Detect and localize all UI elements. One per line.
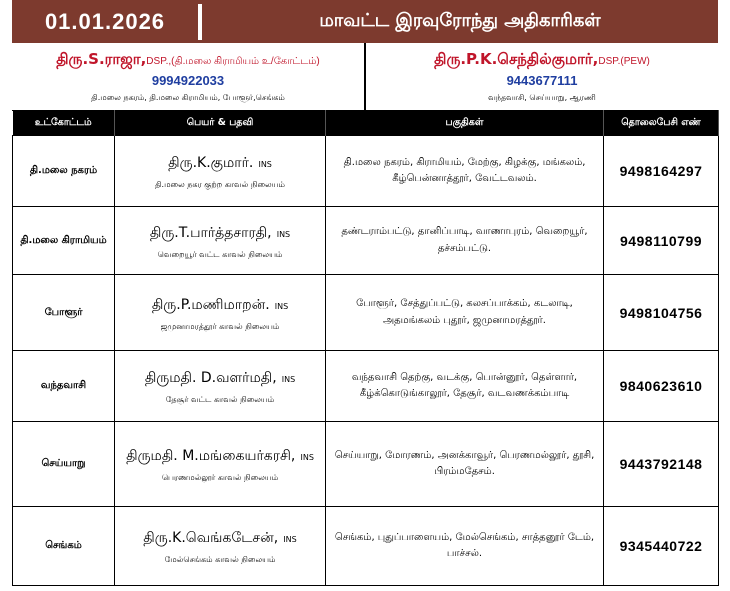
district-officers — [12, 43, 718, 111]
date-label: 01.01.2026 — [44, 8, 166, 34]
inspector-cell — [115, 207, 326, 275]
areas-cell: போளூர், சேத்துப்பட்டு, கலசப்பாக்கம், கடலாடி, அதமங்கலம் புதூர், ஜமுனாமரத்தூர். — [326, 275, 604, 351]
subdivision-cell: செங்கம் — [13, 507, 115, 586]
inspector-station: தேசூர் வட்ட காவல் நிலையம் — [165, 395, 275, 404]
inspector-station: மேல்செங்கம் காவல் நிலையம் — [164, 555, 276, 564]
inspector-station: தி.மலை நகர குற்ற காவல் நிலையம் — [155, 180, 285, 189]
inspector-cell — [115, 507, 326, 586]
inspector-rank: INS — [300, 453, 314, 462]
phone-cell: 9840623610 — [604, 351, 719, 422]
table-row — [13, 207, 719, 275]
areas-cell: வந்தவாசி தெற்கு, வடக்கு, பொன்னூர், தெள்ளார், கீழ்க்கொடுங்காலூர், தேசூர், வடவணக்கம்பாடி — [326, 351, 604, 422]
officer-areas: வந்தவாசி, செய்யாறு, ஆரணி — [488, 93, 596, 102]
subdivision-cell: தி.மலை கிராமியம் — [13, 207, 115, 275]
inspector-cell — [115, 422, 326, 507]
officer-name: திரு.S.ராஜா, — [56, 50, 147, 68]
inspector-name: திருமதி. D.வளர்மதி, — [144, 370, 277, 386]
table-row — [13, 351, 719, 422]
officer-rank: DSP.,(தி.மலை கிராமியம் உ/கோட்டம்) — [146, 56, 320, 67]
column-header-phone: தொலைபேசி எண் — [604, 110, 719, 136]
phone-cell: 9498110799 — [604, 207, 719, 275]
areas-cell: செய்யாறு, மோரணம், அனக்காவூர், பெரணமல்லூர், தூசி, பிரம்மதேசம். — [326, 422, 604, 507]
inspector-station: ஜமுனாமரத்தூர் காவல் நிலையம் — [160, 321, 280, 331]
officer-name: திரு.P.K.செந்தில்குமார், — [434, 50, 599, 68]
table-row — [13, 422, 719, 507]
phone-cell: 9498164297 — [604, 136, 719, 207]
officer-phone: 9994922033 — [151, 73, 225, 88]
officer-rank: DSP.(PEW) — [598, 56, 650, 67]
subdivision-cell: வந்தவாசி — [13, 351, 115, 422]
officer-card-2 — [364, 43, 718, 110]
inspector-name: திருமதி. M.மங்கையர்கரசி, — [126, 448, 296, 464]
phone-cell: 9498104756 — [604, 275, 719, 351]
subdivision-cell: போளூர் — [13, 275, 115, 351]
inspector-cell — [115, 351, 326, 422]
inspector-rank: INS — [274, 301, 289, 311]
inspector-rank: INS — [258, 160, 272, 169]
title-bar — [12, 0, 718, 43]
areas-cell: தி.மலை நகரம், கிராமியம், மேற்கு, கிழக்கு, மங்கலம், கீழ்பென்னாத்தூர், வேட்டவலம். — [326, 136, 604, 207]
areas-cell: செங்கம், புதுப்பாளையம், மேல்செங்கம், சாத்தனூர் டேம், பாச்சல். — [326, 507, 604, 586]
column-header-subdivision: உட்கோட்டம் — [13, 110, 115, 136]
column-header-areas: பகுதிகள் — [326, 110, 604, 136]
table-header-row — [13, 110, 719, 136]
inspector-cell — [115, 275, 326, 351]
subdivision-cell: தி.மலை நகரம் — [13, 136, 115, 207]
inspector-rank: INS — [276, 229, 291, 239]
subdivision-cell: செய்யாறு — [13, 422, 115, 507]
inspector-name: திரு.K.வெங்கடேசன், — [143, 530, 279, 546]
page-title: மாவட்ட இரவுரோந்து அதிகாரிகள் — [319, 10, 601, 31]
table-row — [13, 136, 719, 207]
inspector-station: வெறையூர் வட்ட காவல் நிலையம் — [157, 249, 283, 259]
inspector-name: திரு.T.பார்த்தசாரதி, — [149, 224, 272, 241]
inspector-name: திரு.K.குமார். — [168, 155, 254, 171]
table-row — [13, 507, 719, 586]
inspector-rank: INS — [281, 375, 296, 384]
column-header-name: பெயர் & பதவி — [115, 110, 326, 136]
phone-cell: 9443792148 — [604, 422, 719, 507]
officer-phone: 9443677111 — [506, 73, 578, 88]
patrol-table — [12, 110, 719, 586]
inspector-cell — [115, 136, 326, 207]
areas-cell: தண்டராம்பட்டு, தானிப்பாடி, வாணாபுரம், வெறையூர், தச்சம்பட்டு. — [326, 207, 604, 275]
table-row — [13, 275, 719, 351]
inspector-station: பெரணமல்லூர் காவல் நிலையம் — [161, 473, 279, 482]
inspector-rank: INS — [283, 535, 297, 544]
officer-card-1 — [12, 43, 364, 110]
officer-areas: தி.மலை நகரம், தி.மலை கிராமியம், போளூர்,செங்கம் — [91, 93, 285, 102]
phone-cell: 9345440722 — [604, 507, 719, 586]
inspector-name: திரு.P.மணிமாறன். — [151, 296, 270, 313]
